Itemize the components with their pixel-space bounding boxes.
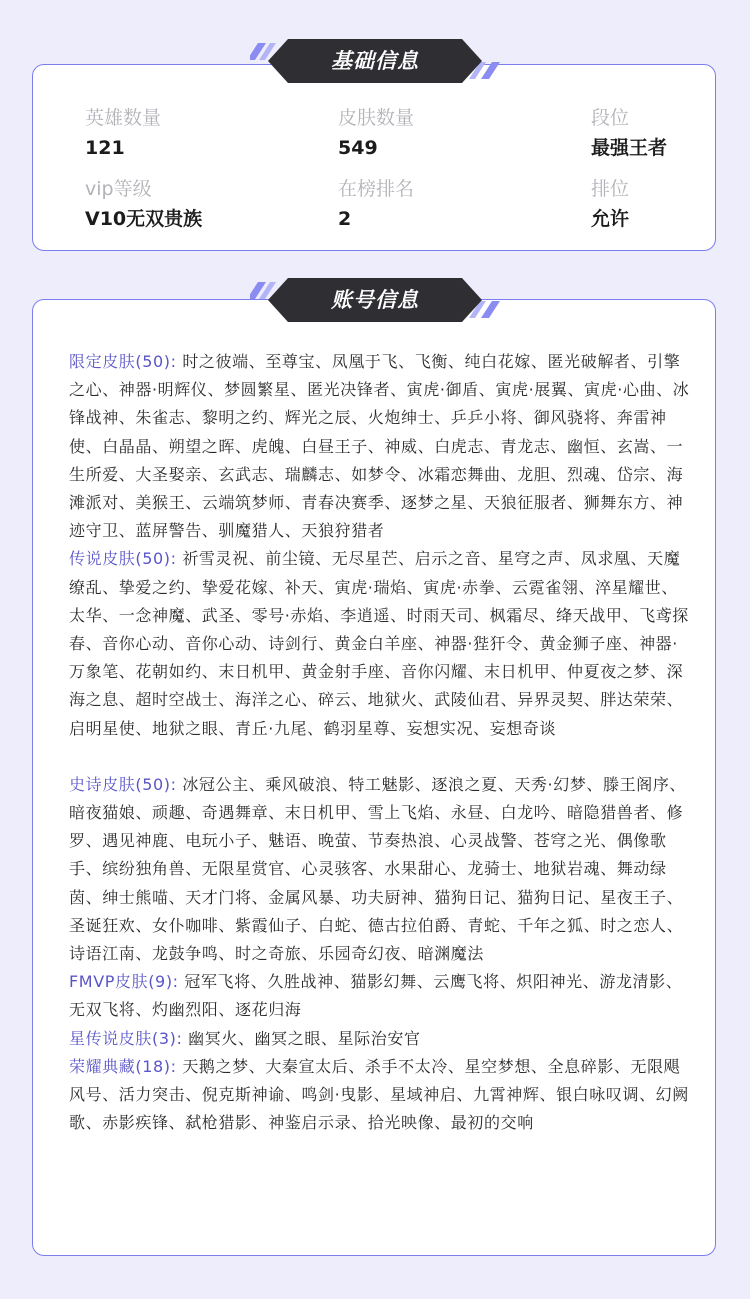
stat-rank-tier [591,105,741,162]
stat-value: 允许 [591,208,630,230]
section-title: 限定皮肤(50): [69,352,177,371]
section-text: 时之彼端、至尊宝、凤凰于飞、飞衡、纯白花嫁、匿光破解者、引擎之心、神器·明辉仪、梦圆繁星、匿光决锋者、寅虎·御盾、寅虎·展翼、寅虎·心曲、冰锋战神、朱雀志、黎明之约、辉光之辰、火炮绅士、乒乒小将、御风骁将、奔雷神使、白晶晶、朔望之晖、虎魄、白昼王子、神威、白虎志、青龙志、幽恒、玄嵩、一生所爱、大圣娶亲、玄武志、瑞麟志、如梦令、冰霜恋舞曲、龙胆、烈魂、岱宗、海滩派对、美猴王、云端筑梦师、青春决赛季、逐梦之星、天狼征服者、狮舞东方、神迹守卫、蓝屏警告、驯魔猎人、天狼狩猎者 [69,352,690,541]
basic-stats-grid [85,105,695,233]
stat-leaderboard-rank [338,176,591,233]
stat-label: vip等级 [85,178,152,200]
stat-label: 在榜排名 [338,178,415,200]
account-info-banner [250,277,500,323]
section-text: 幽冥火、幽冥之眼、星际治安官 [188,1028,421,1048]
stat-value: 549 [338,137,378,159]
stat-hero-count [85,105,338,162]
stat-value: 2 [338,208,352,230]
stat-skin-count [338,105,591,162]
section-title: 传说皮肤(50): [69,549,177,569]
section-glory-collection [69,1053,693,1138]
stat-value: 最强王者 [591,137,668,159]
stat-label: 英雄数量 [85,107,162,129]
section-title: 荣耀典藏(18): [69,1056,177,1076]
section-limited-skins [69,348,693,545]
account-info-card [32,299,716,1256]
section-text: 冠军飞将、久胜战神、猫影幻舞、云鹰飞将、炽阳神光、游龙清影、无双飞将、灼幽烈阳、逐花归海 [69,972,683,1020]
section-star-legend-skins [69,1025,693,1053]
section-text: 冰冠公主、乘风破浪、特工魅影、逐浪之夏、天秀·幻梦、滕王阁序、暗夜猫娘、顽趣、奇遇舞章、末日机甲、雪上飞焰、永昼、白龙吟、暗隐猎兽者、修罗、遇见神鹿、电玩小子、魅语、晚萤、节奏热浪、心灵战警、苍穹之光、偶像歌手、缤纷独角兽、无限星赏官、心灵骇客、水果甜心、龙骑士、地狱岩魂、舞动绿茵、绅士熊喵、天才门将、金属风暴、功夫厨神、猫狗日记、猫狗日记、星夜王子、圣诞狂欢、女仆咖啡、紫霞仙子、白蛇、德古拉伯爵、青蛇、千年之狐、时之恋人、诗语江南、龙鼓争鸣、时之奇旅、乐园奇幻夜、暗渊魔法 [69,774,687,964]
skin-sections [69,348,693,1137]
section-spacer [69,743,693,771]
stat-vip-level [85,176,338,233]
section-fmvp-skins [69,968,693,1024]
section-text: 祈雪灵祝、前尘镜、无尽星芒、启示之音、星穹之声、凤求凰、天魔缭乱、挚爱之约、挚爱花嫁、补天、寅虎·瑞焰、寅虎·赤拳、云霓雀翎、淬星耀世、太华、一念神魔、武圣、零号·赤焰、李逍遥、时雨天司、枫霜尽、绛天战甲、飞鸢探春、音你心动、音你心动、诗剑行、黄金白羊座、神器·狴犴令、黄金狮子座、神器·万象笔、花朝如约、末日机甲、黄金射手座、音你闪耀、末日机甲、仲夏夜之梦、深海之息、超时空战士、海洋之心、碎云、地狱火、武陵仙君、异界灵契、胖达荣荣、启明星使、地狱之眼、青丘·九尾、鹤羽星尊、妄想实况、妄想奇谈 [69,549,689,738]
section-text: 天鹅之梦、大秦宣太后、杀手不太冷、星空梦想、全息碎影、无限飓风号、活力突击、倪克斯神谕、鸣剑·曳影、星域神启、九霄神辉、银白咏叹调、幻阙歌、赤影疾锋、弑枪猎影、神鉴启示录、拾光映像、最初的交响 [69,1056,689,1133]
stat-label: 排位 [591,178,630,200]
stat-value: 121 [85,137,125,159]
section-title: 史诗皮肤(50): [69,774,177,794]
section-epic-skins [69,771,693,968]
section-title: 星传说皮肤(3): [69,1028,183,1048]
section-heading: 基础信息 [331,49,419,73]
section-legend-skins [69,545,693,742]
section-heading: 账号信息 [331,288,419,312]
basic-info-card [32,64,716,251]
stat-label: 段位 [591,107,630,129]
stat-value: V10无双贵族 [85,208,203,230]
basic-info-banner [250,38,500,84]
section-title: FMVP皮肤(9): [69,972,179,992]
stat-label: 皮肤数量 [338,107,415,129]
stat-ranked-play [591,176,741,233]
